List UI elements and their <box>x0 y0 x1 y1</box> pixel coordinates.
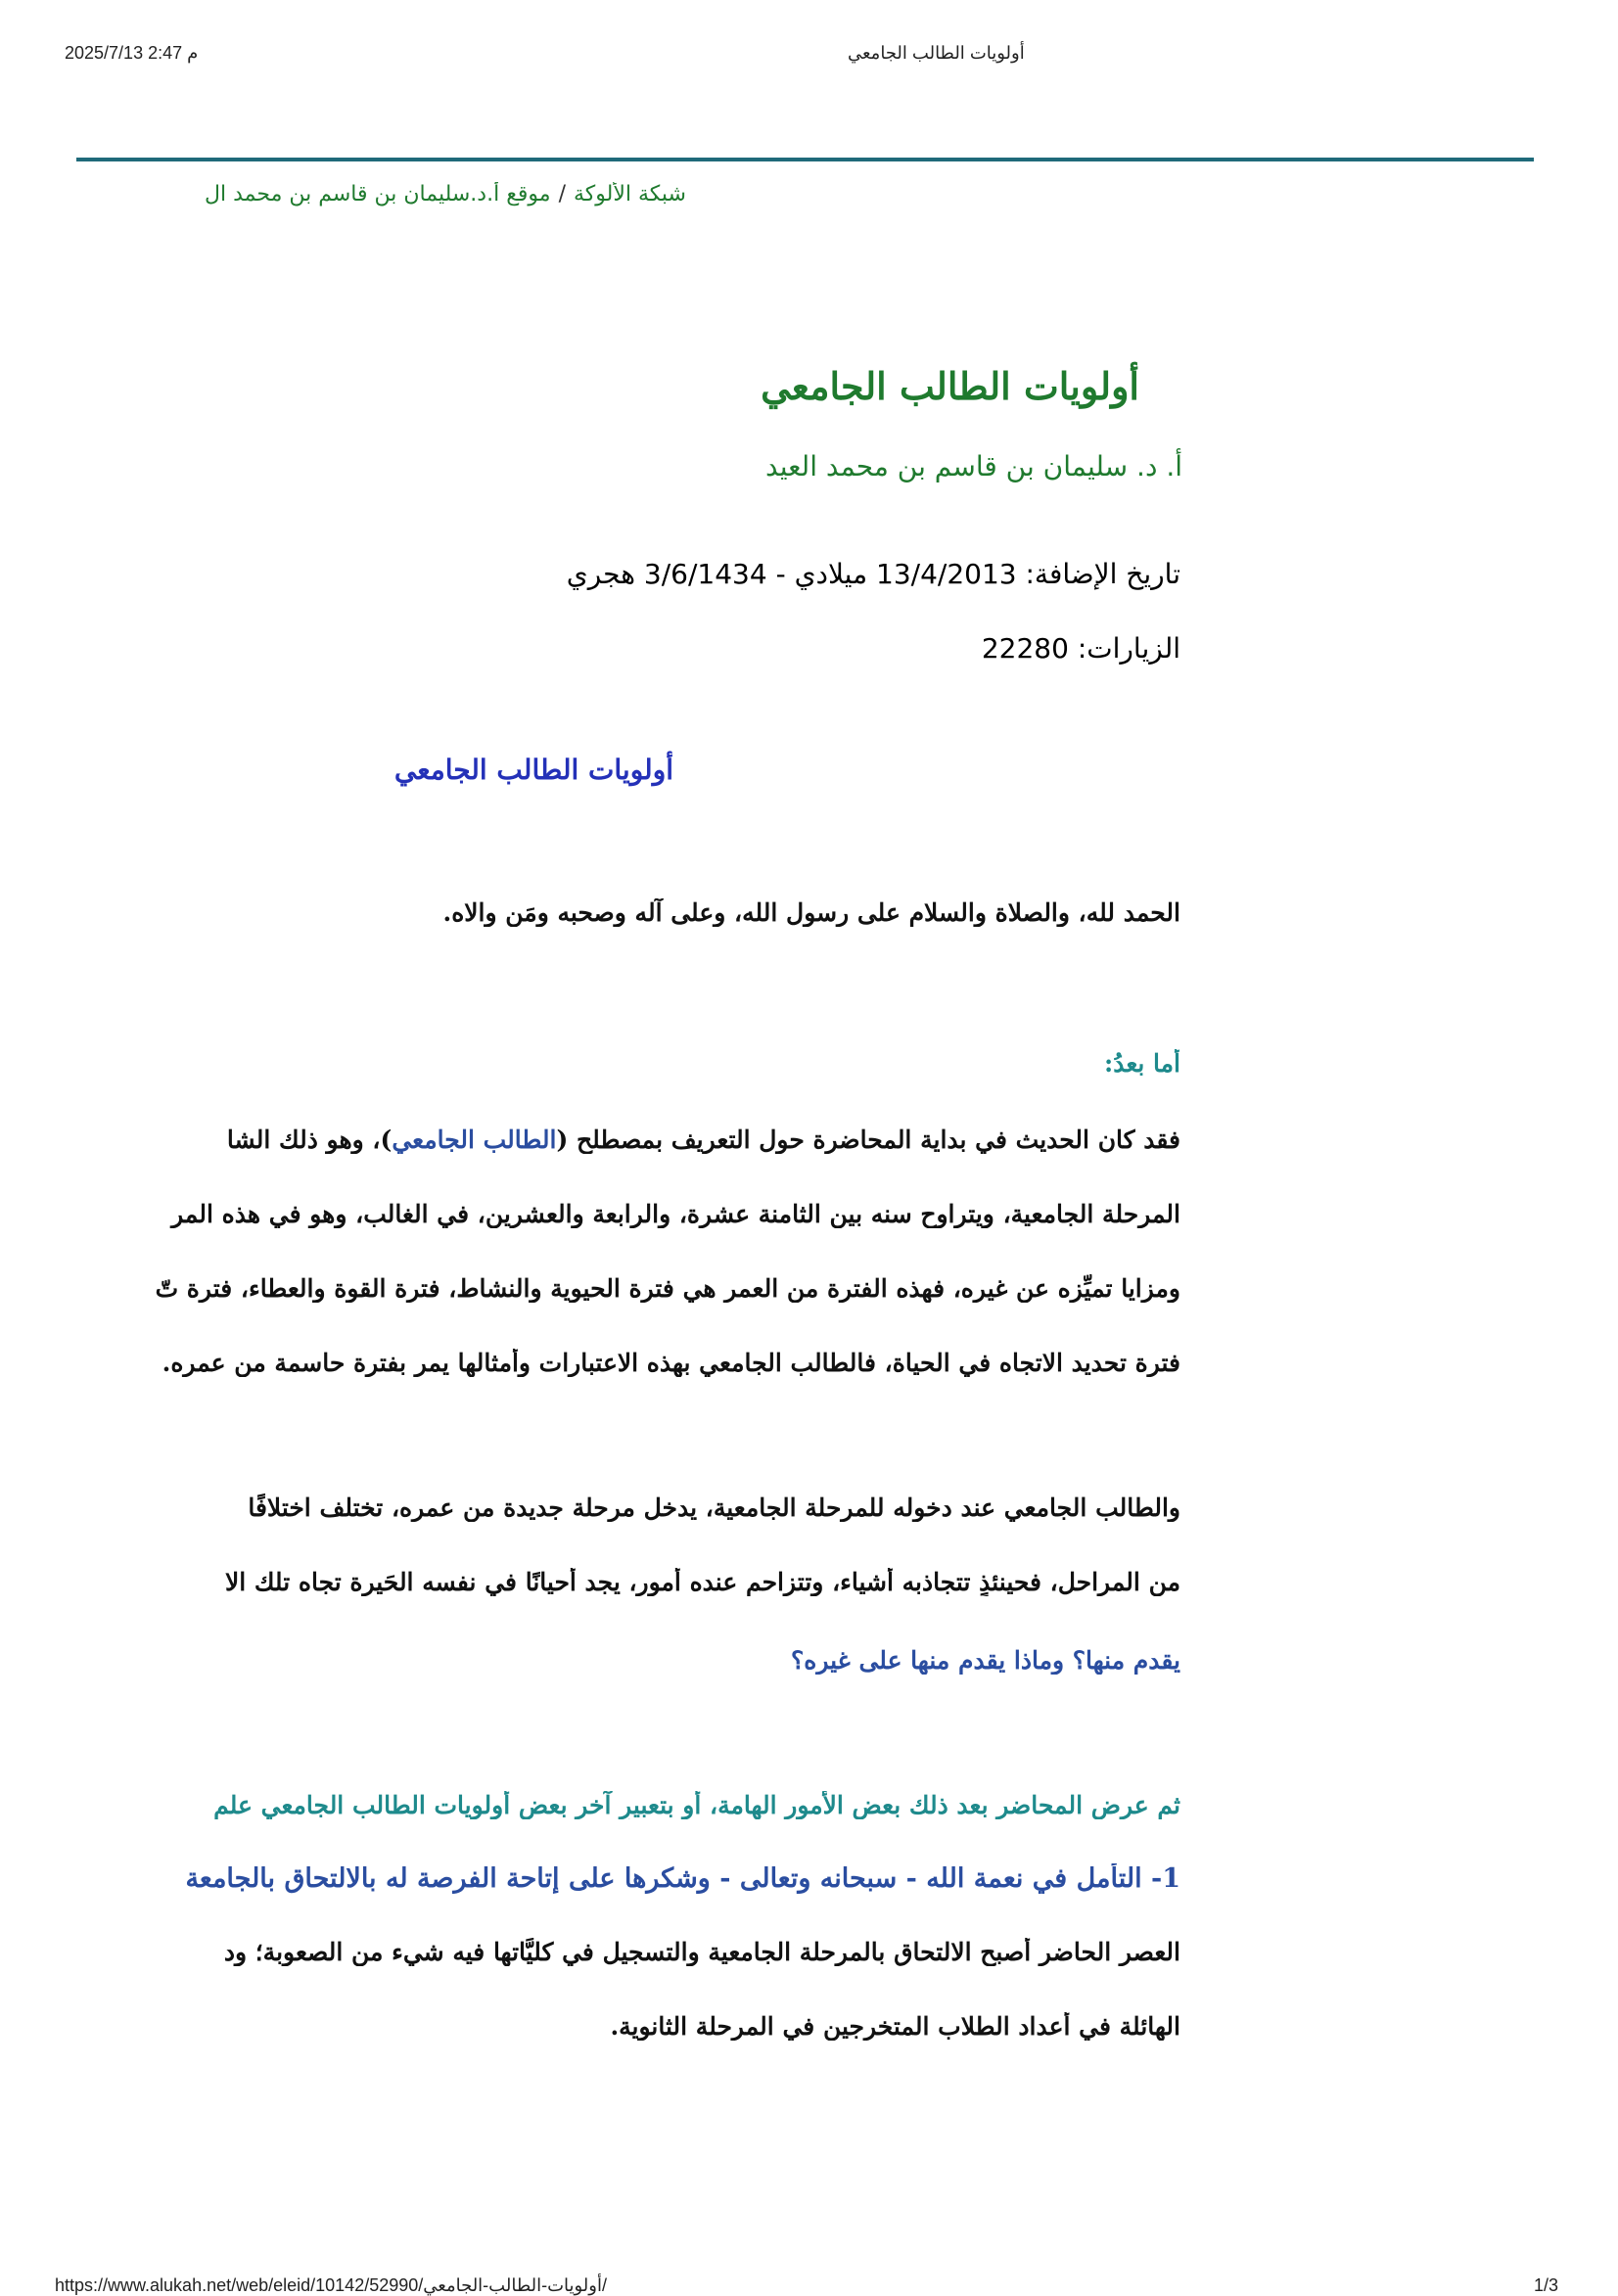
paragraph-hamd: الحمد لله، والصلاة والسلام على رسول الله، وعلى آله وصحبه ومَن والاه. <box>442 898 1180 927</box>
p1-text-b: )، وهو ذلك الشا <box>226 1125 393 1154</box>
header-rule <box>76 158 1534 161</box>
article-date: تاريخ الإضافة: 13/4/2013 ميلادي - 3/6/1434 هجري <box>566 558 1180 590</box>
print-page-title: أولويات الطالب الجامعي <box>848 43 1025 63</box>
p1-text-a: فقد كان الحديث في بداية المحاضرة حول التعريف بمصطلح ( <box>556 1125 1180 1154</box>
breadcrumb-separator: / <box>558 182 566 207</box>
print-datetime: 2025/7/13 2:47 م <box>65 43 199 63</box>
paragraph-2-line-1: والطالب الجامعي عند دخوله للمرحلة الجامعية، يدخل مرحلة جديدة من عمره، تختلف اختلافًا <box>248 1493 1180 1522</box>
paragraph-2-line-3: يقدم منها؟ وماذا يقدم منها على غيره؟ <box>790 1646 1180 1675</box>
paragraph-1-line-4: فترة تحديد الاتجاه في الحياة، فالطالب الجامعي بهذه الاعتبارات وأمثالها يمر بفترة حاسمة من عمره. <box>162 1349 1180 1377</box>
article-visits: الزيارات: 22280 <box>981 632 1180 665</box>
breadcrumb-site-link[interactable]: شبكة الألوكة <box>573 182 686 207</box>
paragraph-1-line-1 <box>25 1125 1180 1154</box>
paragraph-amma: أما بعدُ: <box>1103 1049 1180 1078</box>
p1-highlight-term: الطالب الجامعي <box>392 1125 557 1154</box>
paragraph-1-line-3: ومزايا تميِّزه عن غيره، فهذه الفترة من العمر هي فترة الحيوية والنشاط، فترة القوة والعطاء، فترة تّ <box>155 1274 1180 1303</box>
article-subtitle: أولويات الطالب الجامعي <box>393 754 673 786</box>
print-page-number: 1/3 <box>1534 2275 1559 2295</box>
breadcrumb-section-link[interactable]: موقع أ.د.سليمان بن قاسم بن محمد ال <box>205 182 551 207</box>
paragraph-3-line-4: الهائلة في أعداد الطلاب المتخرجين في المرحلة الثانوية. <box>610 2012 1180 2041</box>
paragraph-3-line-1: ثم عرض المحاضر بعد ذلك بعض الأمور الهامة، أو بتعبيرٍ آخر بعض أولويات الطالب الجامعي علم <box>213 1791 1180 1819</box>
print-footer-url: https://www.alukah.net/web/eleid/10142/52990/أولويات-الطالب-الجامعي/ <box>55 2275 607 2295</box>
paragraph-1-line-2: المرحلة الجامعية، ويتراوح سنه بين الثامنة عشرة، والرابعة والعشرين، في الغالب، وهو في هذه المر <box>171 1200 1180 1228</box>
paragraph-3-line-3: العصر الحاضر أصبح الالتحاق بالمرحلة الجامعية والتسجيل في كليَّاتها فيه شيء من الصعوبة؛ ود <box>223 1938 1180 1966</box>
paragraph-3-line-2: 1- التأمل في نعمة الله - سبحانه وتعالى - وشكرها على إتاحة الفرصة له بالالتحاق بالجامعة <box>185 1863 1180 1894</box>
article-author-link[interactable]: أ. د. سليمان بن قاسم بن محمد العيد <box>765 450 1182 482</box>
article-title: أولويات الطالب الجامعي <box>761 364 1139 408</box>
paragraph-2-line-2: من المراحل، فحينئذٍ تتجاذبه أشياء، وتتزاحم عنده أمور، يجد أحيانًا في نفسه الحَيرة تجاه تلك الا <box>224 1568 1180 1596</box>
breadcrumb <box>1 182 686 207</box>
